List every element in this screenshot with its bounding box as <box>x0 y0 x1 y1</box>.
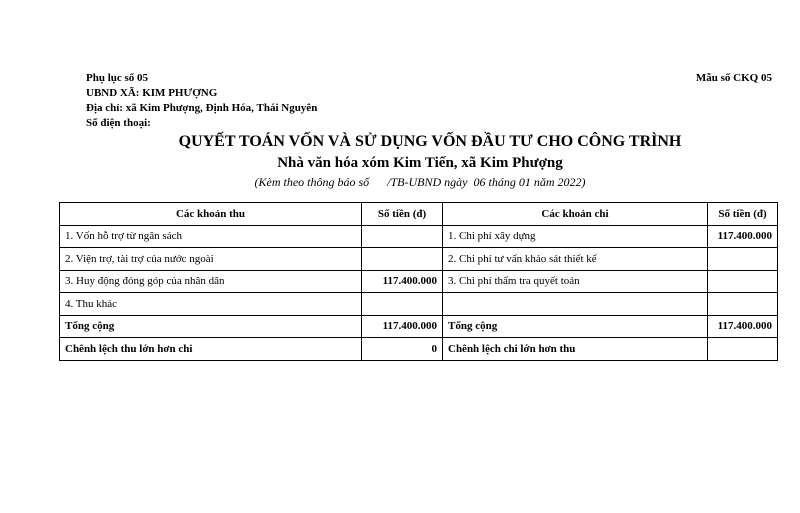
appendix-label: Phụ lục số 05 <box>86 72 149 84</box>
expense-amount: 117.400.000 <box>708 225 778 248</box>
header-expense-amount: Số tiền (đ) <box>708 203 778 226</box>
income-surplus-amount: 0 <box>362 338 443 361</box>
total-row <box>60 315 778 338</box>
expense-amount <box>708 270 778 293</box>
income-item: 1. Vốn hỗ trợ từ ngân sách <box>60 225 362 248</box>
expense-total-amount: 117.400.000 <box>708 315 778 338</box>
income-total-label: Tổng cộng <box>60 315 362 338</box>
expense-total-label: Tổng cộng <box>443 315 708 338</box>
difference-row <box>60 338 778 361</box>
header-income-amount: Số tiền (đ) <box>362 203 443 226</box>
header-left-block <box>86 71 317 131</box>
income-surplus-label: Chênh lệch thu lớn hơn chi <box>60 338 362 361</box>
expense-amount <box>708 248 778 271</box>
header-expense: Các khoản chi <box>443 203 708 226</box>
phone-line: Số điện thoại: <box>86 117 151 129</box>
income-amount <box>362 248 443 271</box>
document-subtitle: Nhà văn hóa xóm Kim Tiến, xã Kim Phượng <box>277 155 563 171</box>
table-row <box>60 293 778 316</box>
reference-note: (Kèm theo thông báo số /TB-UBND ngày 06 tháng 01 năm 2022) <box>254 175 586 189</box>
income-amount <box>362 293 443 316</box>
income-item: 2. Viện trợ, tài trợ của nước ngoài <box>60 248 362 271</box>
expense-item <box>443 293 708 316</box>
expense-item: 1. Chi phí xây dựng <box>443 225 708 248</box>
form-code: Mẫu số CKQ 05 <box>695 72 772 84</box>
header-income: Các khoản thu <box>60 203 362 226</box>
table-row <box>60 225 778 248</box>
income-amount: 117.400.000 <box>362 270 443 293</box>
income-amount <box>362 225 443 248</box>
income-item: 3. Huy động đóng góp của nhân dân <box>60 270 362 293</box>
expense-item: 2. Chi phí tư vấn khảo sát thiết kế <box>443 248 708 271</box>
income-item: 4. Thu khác <box>60 293 362 316</box>
document-title: QUYẾT TOÁN VỐN VÀ SỬ DỤNG VỐN ĐẦU TƯ CHO CÔNG TRÌNH <box>178 133 682 150</box>
expense-surplus-amount <box>708 338 778 361</box>
table-row <box>60 248 778 271</box>
expense-item: 3. Chi phí thẩm tra quyết toán <box>443 270 708 293</box>
settlement-table <box>59 202 778 361</box>
organization-name: UBND XÃ: KIM PHƯỢNG <box>86 87 218 99</box>
income-total-amount: 117.400.000 <box>362 315 443 338</box>
table-row <box>60 270 778 293</box>
expense-surplus-label: Chênh lệch chi lớn hơn thu <box>443 338 708 361</box>
table-header-row <box>60 203 778 226</box>
address-line: Địa chỉ: xã Kim Phượng, Định Hóa, Thái Nguyên <box>86 102 318 114</box>
expense-amount <box>708 293 778 316</box>
